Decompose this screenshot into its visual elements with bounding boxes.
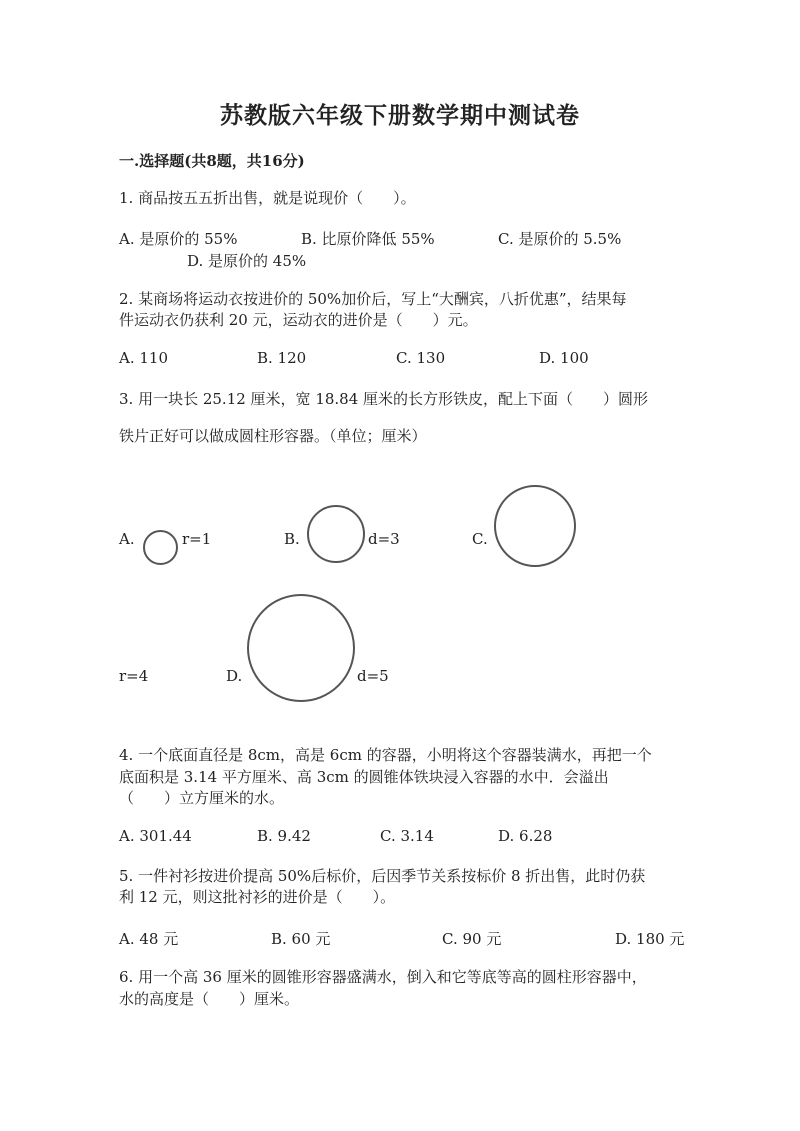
q4-option-c: C. 3.14 (380, 827, 434, 845)
question-2-text-line1: 2. 某商场将运动衣按进价的 50%加价后，写上“大酬宾，八折优惠”，结果每 (119, 290, 627, 308)
q3-option-b-value: d=3 (368, 530, 400, 548)
q3-option-b-label: B. (284, 530, 300, 548)
q3-option-a-value: r=1 (182, 530, 212, 548)
q1-option-d: D. 是原价的 45% (187, 252, 307, 270)
question-5-text-line2: 利 12 元，则这批衬衫的进价是（ ）。 (119, 888, 396, 906)
question-5-text-line1: 5. 一件衬衫按进价提高 50%后标价，后因季节关系按标价 8 折出售，此时仍获 (119, 867, 646, 885)
question-3-text-line2: 铁片正好可以做成圆柱形容器。（单位；厘米） (119, 427, 427, 445)
question-1-text: 1. 商品按五五折出售，就是说现价（ ）。 (119, 189, 416, 207)
question-4-text-line1: 4. 一个底面直径是 8cm，高是 6cm 的容器，小明将这个容器装满水，再把一个 (119, 746, 652, 764)
q2-option-a: A. 110 (119, 349, 168, 367)
q3-option-a-label: A. (119, 530, 135, 548)
q1-option-a: A. 是原价的 55% (119, 230, 238, 248)
q4-option-a: A. 301.44 (119, 827, 192, 845)
question-2-text-line2: 件运动衣仍获利 20 元，运动衣的进价是（ ）元。 (119, 311, 478, 329)
section-heading: 一.选择题(共8题，共16分) (119, 152, 305, 170)
q1-option-b: B. 比原价降低 55% (301, 230, 435, 248)
page-title: 苏教版六年级下册数学期中测试卷 (220, 102, 580, 129)
q5-option-b: B. 60 元 (271, 930, 331, 948)
question-6-text-line1: 6. 用一个高 36 厘米的圆锥形容器盛满水，倒入和它等底等高的圆柱形容器中， (119, 968, 647, 986)
q1-option-c: C. 是原价的 5.5% (498, 230, 622, 248)
q4-option-d: D. 6.28 (498, 827, 553, 845)
q2-option-d: D. 100 (539, 349, 589, 367)
q3-option-c-value: r=4 (119, 667, 149, 685)
q5-option-a: A. 48 元 (119, 930, 179, 948)
q5-option-c: C. 90 元 (442, 930, 502, 948)
question-6-text-line2: 水的高度是（ ）厘米。 (119, 990, 300, 1008)
q3-option-c-label: C. (472, 530, 488, 548)
question-4-text-line3: （ ）立方厘米的水。 (119, 789, 285, 807)
q3-circle-c (494, 485, 576, 567)
q4-option-b: B. 9.42 (257, 827, 311, 845)
q2-option-c: C. 130 (396, 349, 446, 367)
q3-option-d-value: d=5 (357, 667, 389, 685)
question-3-text-line1: 3. 用一块长 25.12 厘米，宽 18.84 厘米的长方形铁皮，配上下面（ ）圆形 (119, 390, 649, 408)
q3-option-d-label: D. (226, 667, 243, 685)
q3-circle-b (307, 505, 365, 563)
question-4-text-line2: 底面积是 3.14 平方厘米、高 3cm 的圆锥体铁块浸入容器的水中．会溢出 (119, 768, 609, 786)
q3-circle-d (247, 594, 355, 702)
q5-option-d: D. 180 元 (615, 930, 685, 948)
q2-option-b: B. 120 (257, 349, 307, 367)
q3-circle-a (143, 530, 178, 565)
